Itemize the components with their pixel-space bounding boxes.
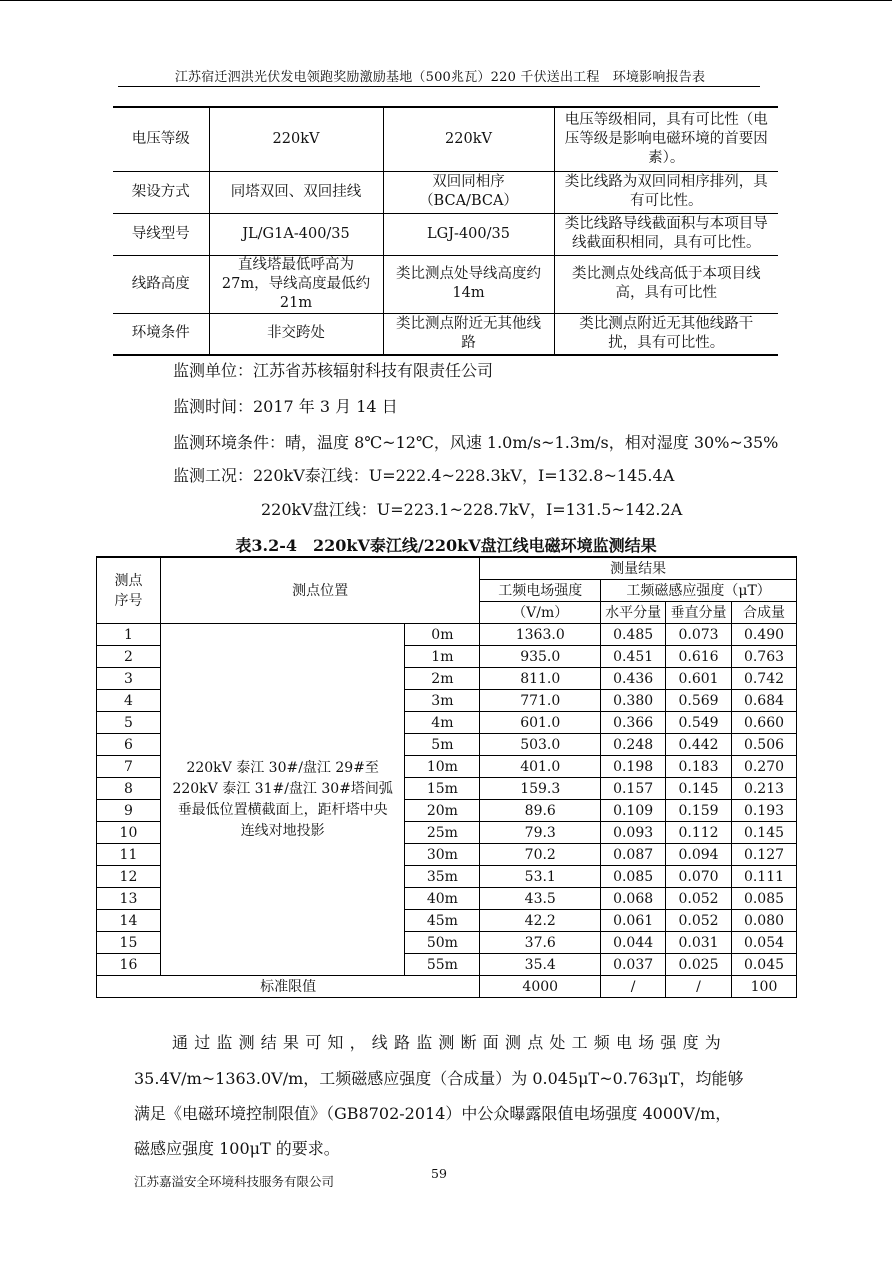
project-value: JL/G1A-400/35 xyxy=(209,213,383,255)
conclusion-line-1: 通过监测结果可知，线路监测断面测点处工频电场强度为 xyxy=(172,1033,728,1052)
row-label: 电压等级 xyxy=(113,107,209,171)
vertical-value: 0.052 xyxy=(666,910,732,932)
horizontal-value: 0.037 xyxy=(601,954,666,976)
distance: 1m xyxy=(405,646,480,668)
header-e-field: 工频电场强度 xyxy=(480,580,601,602)
combined-value: 0.684 xyxy=(732,690,797,712)
horizontal-value: 0.068 xyxy=(601,888,666,910)
distance: 35m xyxy=(405,866,480,888)
combined-value: 0.127 xyxy=(732,844,797,866)
vertical-value: 0.569 xyxy=(666,690,732,712)
comparability-note: 类比线路为双回同相序排列，具有可比性。 xyxy=(554,171,778,213)
vertical-value: 0.159 xyxy=(666,800,732,822)
point-index: 3 xyxy=(97,668,161,690)
vertical-value: 0.031 xyxy=(666,932,732,954)
distance: 2m xyxy=(405,668,480,690)
conclusion-line-2: 35.4V/m~1363.0V/m，工频磁感应强度（合成量）为 0.045μT~0.763μT，均能够 xyxy=(134,1069,744,1088)
distance: 0m xyxy=(405,624,480,646)
horizontal-value: 0.157 xyxy=(601,778,666,800)
point-index: 11 xyxy=(97,844,161,866)
combined-value: 0.490 xyxy=(732,624,797,646)
combined-value: 0.045 xyxy=(732,954,797,976)
combined-value: 0.111 xyxy=(732,866,797,888)
horizontal-value: 0.061 xyxy=(601,910,666,932)
point-index: 8 xyxy=(97,778,161,800)
e-field-value: 601.0 xyxy=(480,712,601,734)
monitoring-environment: 监测环境条件：晴，温度 8℃~12℃，风速 1.0m/s~1.3m/s，相对湿度 30%~35% xyxy=(173,433,779,452)
horizontal-value: 0.248 xyxy=(601,734,666,756)
results-table xyxy=(96,556,797,998)
e-field-value: 89.6 xyxy=(480,800,601,822)
point-index: 14 xyxy=(97,910,161,932)
position-description: 220kV 泰江 30#/盘江 29#至 220kV 泰江 31#/盘江 30#塔间弧垂最低位置横截面上，距杆塔中央连线对地投影 xyxy=(160,624,405,976)
header-horizontal: 水平分量 xyxy=(601,602,666,624)
e-field-value: 771.0 xyxy=(480,690,601,712)
horizontal-value: 0.366 xyxy=(601,712,666,734)
distance: 5m xyxy=(405,734,480,756)
vertical-value: 0.094 xyxy=(666,844,732,866)
point-index: 13 xyxy=(97,888,161,910)
point-index: 12 xyxy=(97,866,161,888)
point-index: 5 xyxy=(97,712,161,734)
vertical-value: 0.145 xyxy=(666,778,732,800)
e-field-value: 35.4 xyxy=(480,954,601,976)
footer-company: 江苏嘉溢安全环境科技服务有限公司 xyxy=(134,1174,335,1189)
table-row xyxy=(113,255,778,313)
limit-row xyxy=(97,976,797,998)
vertical-value: 0.070 xyxy=(666,866,732,888)
header-position: 测点位置 xyxy=(160,557,479,624)
reference-value: LGJ-400/35 xyxy=(383,213,554,255)
reference-value: 类比测点处导线高度约 14m xyxy=(383,255,554,313)
monitoring-time: 监测时间：2017 年 3 月 14 日 xyxy=(173,397,398,416)
header-rule xyxy=(118,86,760,87)
project-value: 同塔双回、双回挂线 xyxy=(209,171,383,213)
combined-value: 0.742 xyxy=(732,668,797,690)
combined-value: 0.660 xyxy=(732,712,797,734)
limit-combined: 100 xyxy=(732,976,797,998)
e-field-value: 401.0 xyxy=(480,756,601,778)
table-row xyxy=(113,313,778,355)
e-field-value: 1363.0 xyxy=(480,624,601,646)
vertical-value: 0.616 xyxy=(666,646,732,668)
distance: 4m xyxy=(405,712,480,734)
page-header-title: 江苏宿迁泗洪光伏发电领跑奖励激励基地（500兆瓦）220 千伏送出工程 环境影响报告表 xyxy=(174,70,706,85)
combined-value: 0.054 xyxy=(732,932,797,954)
comparison-table xyxy=(113,106,778,356)
vertical-value: 0.112 xyxy=(666,822,732,844)
distance: 3m xyxy=(405,690,480,712)
comparability-note: 类比线路导线截面积与本项目导线截面积相同，具有可比性。 xyxy=(554,213,778,255)
distance: 20m xyxy=(405,800,480,822)
distance: 40m xyxy=(405,888,480,910)
combined-value: 0.213 xyxy=(732,778,797,800)
project-value: 220kV xyxy=(209,107,383,171)
distance: 45m xyxy=(405,910,480,932)
table-row xyxy=(113,107,778,171)
horizontal-value: 0.198 xyxy=(601,756,666,778)
horizontal-value: 0.436 xyxy=(601,668,666,690)
distance: 30m xyxy=(405,844,480,866)
project-value: 直线塔最低呼高为27m，导线高度最低约21m xyxy=(209,255,383,313)
combined-value: 0.763 xyxy=(732,646,797,668)
header-combined: 合成量 xyxy=(732,602,797,624)
combined-value: 0.080 xyxy=(732,910,797,932)
limit-horizontal: / xyxy=(601,976,666,998)
combined-value: 0.145 xyxy=(732,822,797,844)
e-field-value: 42.2 xyxy=(480,910,601,932)
row-label: 线路高度 xyxy=(113,255,209,313)
table-row xyxy=(113,213,778,255)
table-row xyxy=(97,624,797,646)
point-index: 7 xyxy=(97,756,161,778)
header-vertical: 垂直分量 xyxy=(666,602,732,624)
limit-vertical: / xyxy=(666,976,732,998)
project-value: 非交跨处 xyxy=(209,313,383,355)
horizontal-value: 0.109 xyxy=(601,800,666,822)
horizontal-value: 0.093 xyxy=(601,822,666,844)
horizontal-value: 0.380 xyxy=(601,690,666,712)
limit-e-field: 4000 xyxy=(480,976,601,998)
vertical-value: 0.183 xyxy=(666,756,732,778)
e-field-value: 79.3 xyxy=(480,822,601,844)
header-results: 测量结果 xyxy=(480,557,797,580)
e-field-value: 43.5 xyxy=(480,888,601,910)
horizontal-value: 0.085 xyxy=(601,866,666,888)
e-field-value: 811.0 xyxy=(480,668,601,690)
horizontal-value: 0.451 xyxy=(601,646,666,668)
point-index: 15 xyxy=(97,932,161,954)
distance: 10m xyxy=(405,756,480,778)
header-row xyxy=(97,557,797,580)
horizontal-value: 0.087 xyxy=(601,844,666,866)
e-field-value: 503.0 xyxy=(480,734,601,756)
horizontal-value: 0.485 xyxy=(601,624,666,646)
header-e-unit: （V/m） xyxy=(480,602,601,624)
point-index: 4 xyxy=(97,690,161,712)
conclusion-line-4: 磁感应强度 100μT 的要求。 xyxy=(134,1139,340,1158)
page-top-border xyxy=(0,0,892,1)
results-table-caption: 表3.2-4 220kV泰江线/220kV盘江线电磁环境监测结果 xyxy=(235,536,657,555)
header-index: 测点序号 xyxy=(97,557,161,624)
reference-value: 双回同相序（BCA/BCA） xyxy=(383,171,554,213)
e-field-value: 70.2 xyxy=(480,844,601,866)
reference-value: 类比测点附近无其他线路 xyxy=(383,313,554,355)
point-index: 16 xyxy=(97,954,161,976)
comparability-note: 类比测点处线高低于本项目线高，具有可比性 xyxy=(554,255,778,313)
vertical-value: 0.442 xyxy=(666,734,732,756)
distance: 25m xyxy=(405,822,480,844)
page-number: 59 xyxy=(431,1166,447,1181)
point-index: 9 xyxy=(97,800,161,822)
point-index: 1 xyxy=(97,624,161,646)
header-b-field: 工频磁感应强度（μT） xyxy=(601,580,797,602)
comparability-note: 类比测点附近无其他线路干扰，具有可比性。 xyxy=(554,313,778,355)
distance: 15m xyxy=(405,778,480,800)
point-index: 10 xyxy=(97,822,161,844)
combined-value: 0.506 xyxy=(732,734,797,756)
conclusion-line-3: 满足《电磁环境控制限值》（GB8702-2014）中公众曝露限值电场强度 4000V/m， xyxy=(134,1104,732,1123)
point-index: 2 xyxy=(97,646,161,668)
horizontal-value: 0.044 xyxy=(601,932,666,954)
e-field-value: 159.3 xyxy=(480,778,601,800)
monitoring-condition-2: 220kV盘江线：U=223.1~228.7kV，I=131.5~142.2A xyxy=(261,500,683,519)
distance: 50m xyxy=(405,932,480,954)
combined-value: 0.085 xyxy=(732,888,797,910)
combined-value: 0.270 xyxy=(732,756,797,778)
monitoring-condition-1: 监测工况：220kV泰江线：U=222.4~228.3kV，I=132.8~145.4A xyxy=(173,466,675,485)
vertical-value: 0.025 xyxy=(666,954,732,976)
e-field-value: 37.6 xyxy=(480,932,601,954)
vertical-value: 0.601 xyxy=(666,668,732,690)
comparability-note: 电压等级相同，具有可比性（电压等级是影响电磁环境的首要因素）。 xyxy=(554,107,778,171)
limit-label: 标准限值 xyxy=(97,976,480,998)
vertical-value: 0.052 xyxy=(666,888,732,910)
combined-value: 0.193 xyxy=(732,800,797,822)
distance: 55m xyxy=(405,954,480,976)
row-label: 导线型号 xyxy=(113,213,209,255)
point-index: 6 xyxy=(97,734,161,756)
row-label: 架设方式 xyxy=(113,171,209,213)
vertical-value: 0.073 xyxy=(666,624,732,646)
table-row xyxy=(113,171,778,213)
e-field-value: 935.0 xyxy=(480,646,601,668)
monitoring-unit: 监测单位：江苏省苏核辐射科技有限责任公司 xyxy=(173,361,494,380)
row-label: 环境条件 xyxy=(113,313,209,355)
reference-value: 220kV xyxy=(383,107,554,171)
vertical-value: 0.549 xyxy=(666,712,732,734)
e-field-value: 53.1 xyxy=(480,866,601,888)
